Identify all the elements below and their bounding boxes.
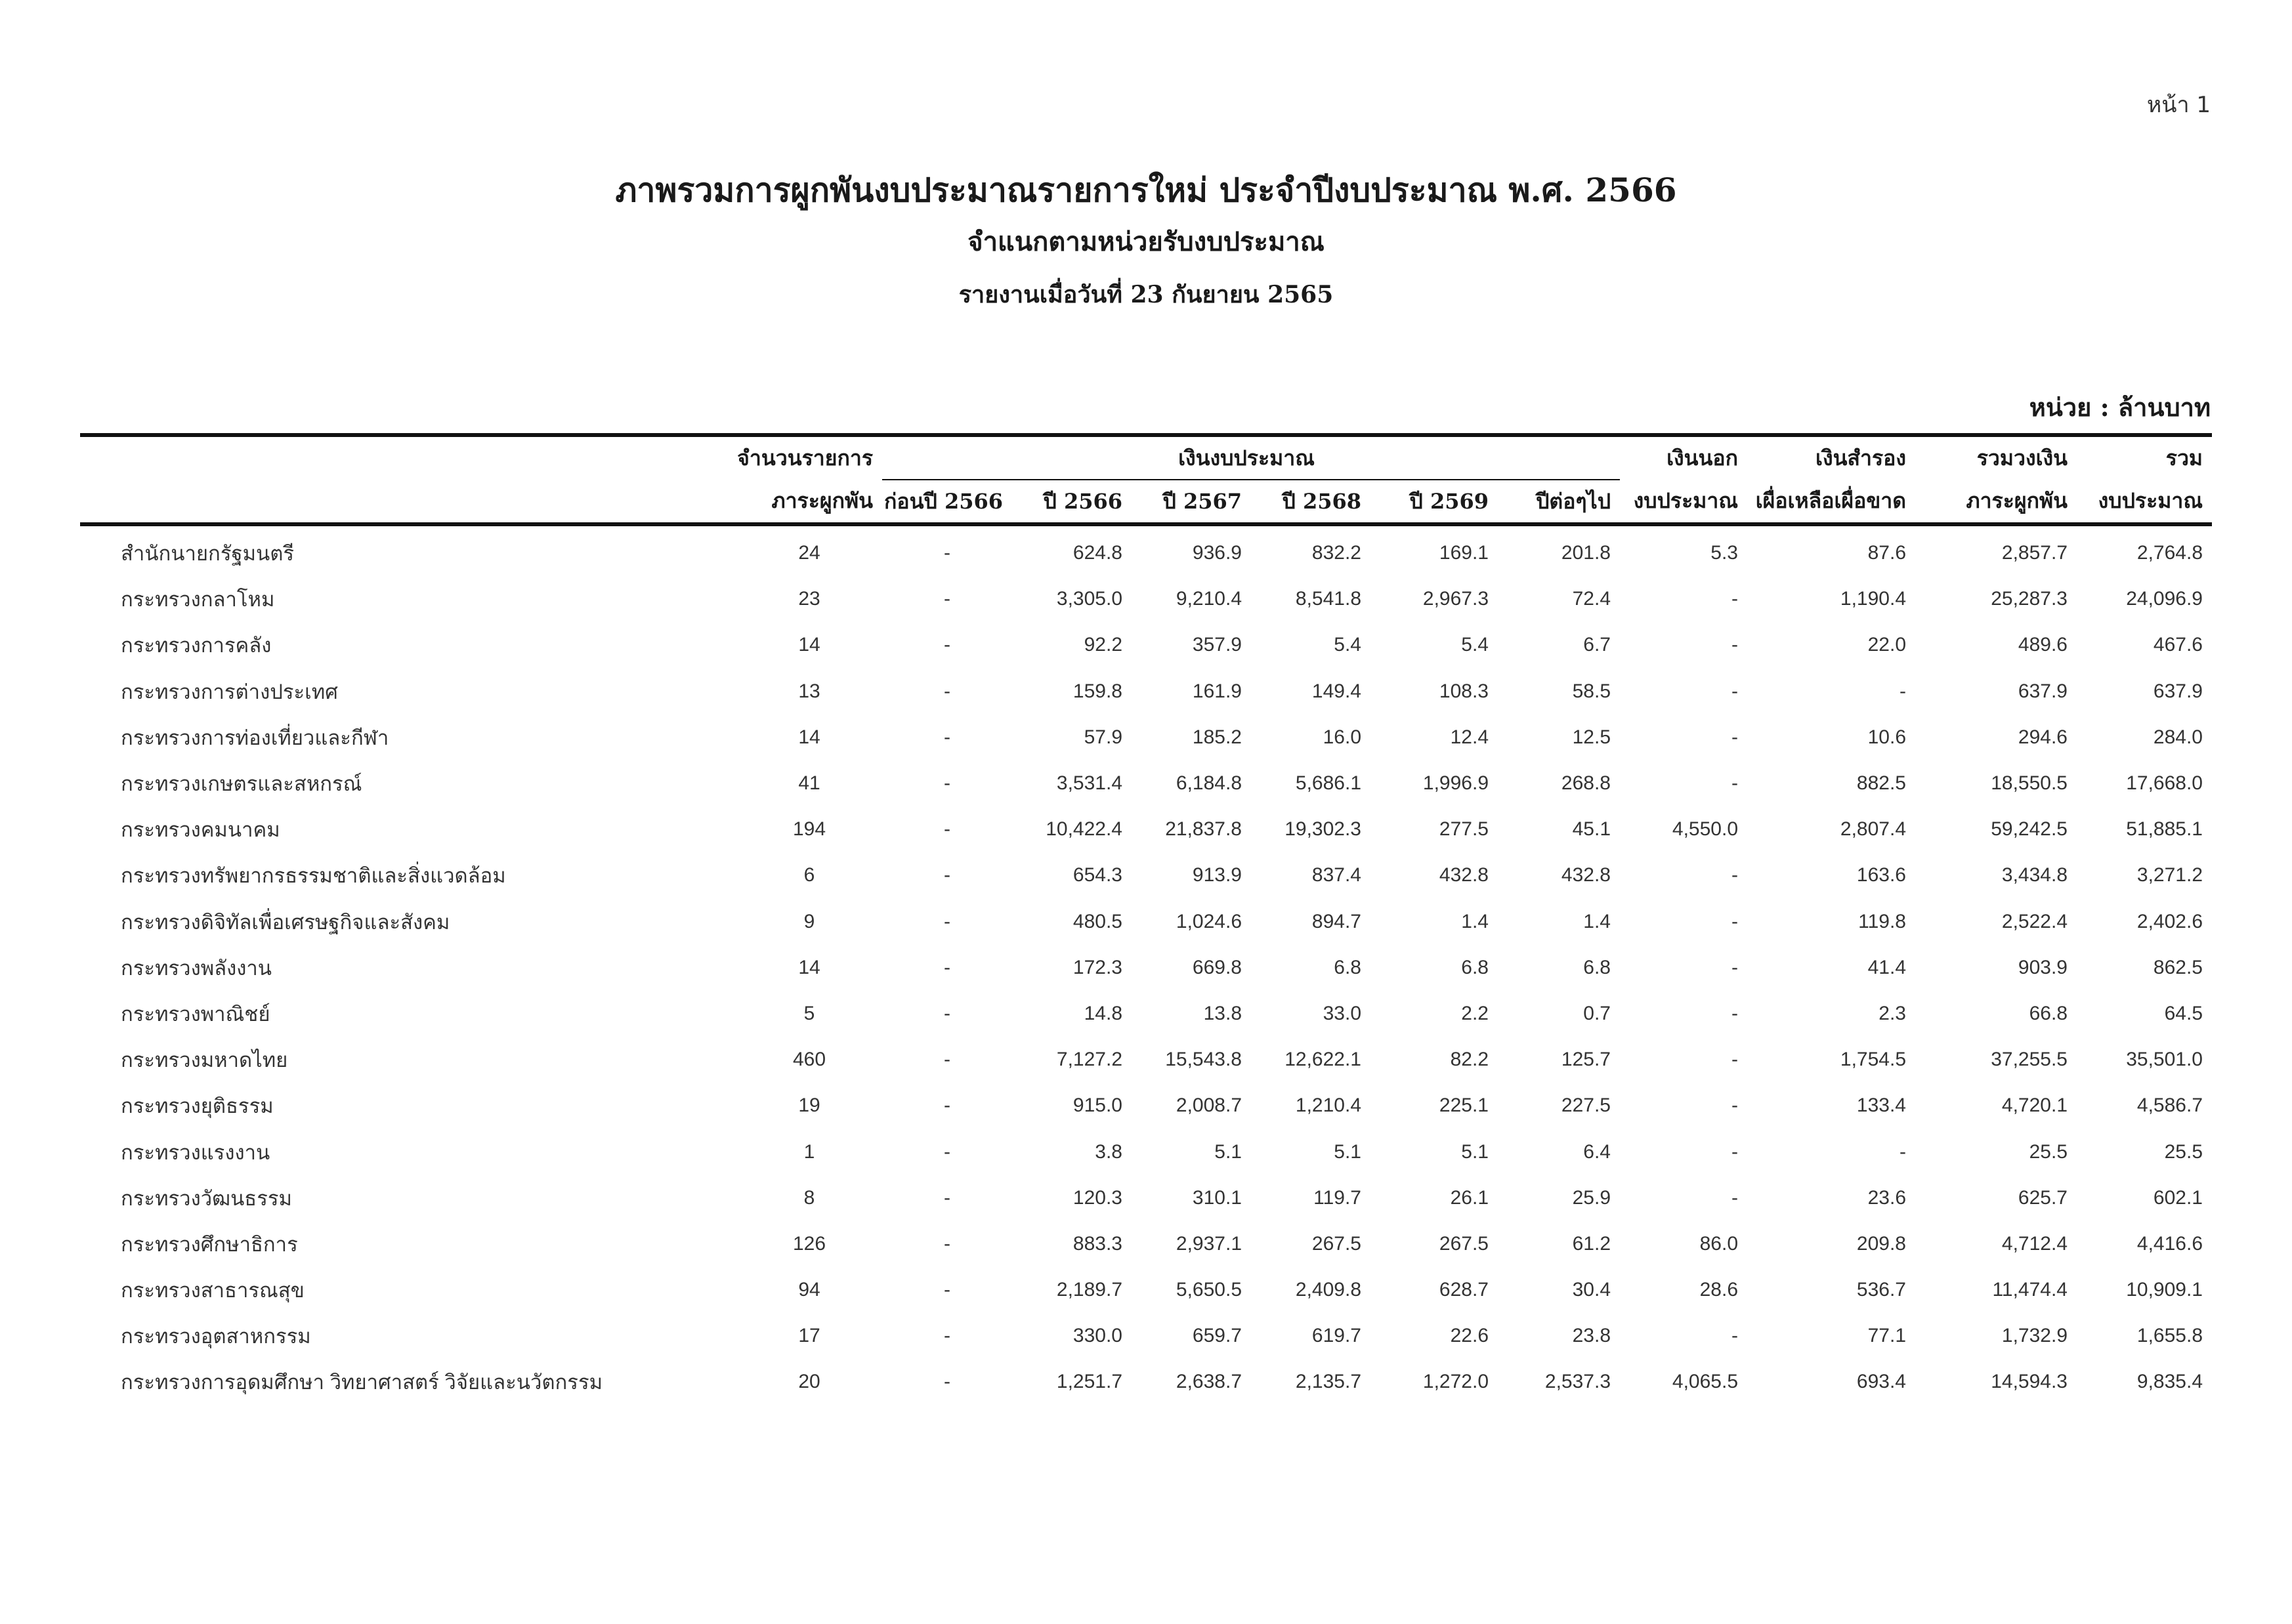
cell-2566: 120.3 xyxy=(1072,1186,1122,1209)
cell-2569: 108.3 xyxy=(1439,680,1489,702)
agency-name: กระทรวงวัฒนธรรม xyxy=(121,1186,292,1210)
cell-total-budget: 4,416.6 xyxy=(2136,1232,2203,1255)
cell-2567: 936.9 xyxy=(1192,542,1242,564)
header-later: ปีต่อๆไป xyxy=(1498,480,1620,524)
agency-name: กระทรวงกลาโหม xyxy=(121,588,275,612)
cell-later-years: 1.4 xyxy=(1583,910,1611,932)
header-blank xyxy=(80,435,736,480)
cell-2566: 92.2 xyxy=(1084,634,1122,656)
cell-reserve: 77.1 xyxy=(1867,1325,1906,1347)
header-y2566: ปี 2566 xyxy=(1012,480,1132,524)
report-header xyxy=(0,167,2292,313)
commitment-count: 17 xyxy=(798,1325,820,1347)
cell-2567: 357.9 xyxy=(1192,634,1242,656)
cell-2569: 26.1 xyxy=(1450,1186,1489,1209)
commitment-count: 14 xyxy=(798,726,820,748)
cell-2569: 1,272.0 xyxy=(1422,1371,1489,1393)
cell-2568: 119.7 xyxy=(1313,1186,1361,1209)
cell-reserve: - xyxy=(1899,1140,1906,1163)
unit-label: หน่วย : ล้านบาท xyxy=(2029,392,2211,422)
table-body xyxy=(80,524,2212,1405)
cell-before-2566: - xyxy=(944,634,950,656)
cell-total-commitment: 66.8 xyxy=(2029,1002,2068,1024)
agency-name: กระทรวงพาณิชย์ xyxy=(121,1002,270,1026)
table-row xyxy=(80,1313,2212,1359)
header-y2569: ปี 2569 xyxy=(1370,480,1498,524)
table-row xyxy=(80,1083,2212,1129)
agency-name: กระทรวงการท่องเที่ยวและกีฬา xyxy=(121,726,389,749)
cell-2566: 3,305.0 xyxy=(1056,588,1122,610)
commitment-count: 9 xyxy=(803,910,815,932)
cell-before-2566: - xyxy=(944,726,950,748)
cell-2566: 883.3 xyxy=(1072,1232,1122,1255)
table-row xyxy=(80,1129,2212,1175)
cell-total-budget: 10,909.1 xyxy=(2126,1279,2203,1301)
cell-later-years: 72.4 xyxy=(1572,588,1611,610)
cell-2566: 654.3 xyxy=(1072,864,1122,886)
cell-off-budget: 86.0 xyxy=(1699,1232,1738,1255)
cell-2568: 267.5 xyxy=(1311,1232,1361,1255)
agency-name: กระทรวงดิจิทัลเพื่อเศรษฐกิจและสังคม xyxy=(121,910,450,934)
cell-later-years: 125.7 xyxy=(1561,1049,1611,1071)
cell-2567: 2,937.1 xyxy=(1176,1232,1242,1255)
agency-name: กระทรวงยุติธรรม xyxy=(121,1094,274,1118)
cell-2569: 6.8 xyxy=(1461,956,1489,978)
cell-2566: 480.5 xyxy=(1072,910,1122,932)
cell-off-budget: - xyxy=(1731,1325,1738,1347)
cell-total-budget: 64.5 xyxy=(2164,1002,2203,1024)
cell-2569: 2.2 xyxy=(1461,1002,1489,1024)
cell-off-budget: - xyxy=(1731,1002,1738,1024)
cell-total-budget: 25.5 xyxy=(2164,1140,2203,1163)
commitment-count: 94 xyxy=(798,1279,820,1301)
cell-off-budget: 4,065.5 xyxy=(1672,1371,1738,1393)
cell-total-budget: 4,586.7 xyxy=(2136,1094,2203,1117)
cell-2567: 13.8 xyxy=(1203,1002,1242,1024)
cell-2567: 913.9 xyxy=(1192,864,1242,886)
cell-off-budget: - xyxy=(1731,1049,1738,1071)
header-offbudget-top: เงินนอก xyxy=(1620,435,1747,480)
cell-2569: 22.6 xyxy=(1450,1325,1489,1347)
cell-reserve: 1,754.5 xyxy=(1840,1049,1906,1071)
agency-name: กระทรวงพลังงาน xyxy=(121,956,272,980)
cell-later-years: 6.7 xyxy=(1583,634,1611,656)
cell-off-budget: 4,550.0 xyxy=(1672,818,1738,841)
cell-total-commitment: 25.5 xyxy=(2029,1140,2068,1163)
cell-later-years: 6.8 xyxy=(1583,956,1611,978)
cell-later-years: 2,537.3 xyxy=(1544,1371,1611,1393)
cell-total-commitment: 4,712.4 xyxy=(2001,1232,2068,1255)
cell-total-commitment: 11,474.4 xyxy=(1992,1279,2068,1301)
cell-2567: 5.1 xyxy=(1214,1140,1242,1163)
cell-later-years: 0.7 xyxy=(1583,1002,1611,1024)
cell-before-2566: - xyxy=(944,1002,950,1024)
budget-table-container xyxy=(80,433,2212,1405)
report-date: รายงานเมื่อวันที่ 23 กันยายน 2565 xyxy=(958,281,1334,308)
cell-before-2566: - xyxy=(944,956,950,978)
commitment-count: 23 xyxy=(798,588,820,610)
cell-off-budget: - xyxy=(1731,726,1738,748)
cell-2566: 915.0 xyxy=(1072,1094,1122,1117)
cell-reserve: 2,807.4 xyxy=(1840,818,1906,841)
table-row xyxy=(80,1267,2212,1313)
report-title: ภาพรวมการผูกพันงบประมาณรายการใหม่ ประจำปีงบประมาณ พ.ศ. 2566 xyxy=(615,171,1677,209)
table-row xyxy=(80,524,2212,576)
cell-2569: 1,996.9 xyxy=(1422,772,1489,795)
cell-reserve: 163.6 xyxy=(1856,864,1906,886)
commitment-count: 41 xyxy=(798,772,820,795)
cell-2566: 330.0 xyxy=(1072,1325,1122,1347)
agency-name: กระทรวงมหาดไทย xyxy=(121,1049,288,1072)
cell-2566: 624.8 xyxy=(1072,542,1122,564)
cell-total-commitment: 25,287.3 xyxy=(1991,588,2068,610)
cell-off-budget: 5.3 xyxy=(1710,542,1738,564)
cell-reserve: 119.8 xyxy=(1858,910,1906,932)
cell-2568: 619.7 xyxy=(1311,1325,1361,1347)
cell-before-2566: - xyxy=(944,1049,950,1071)
cell-reserve: 1,190.4 xyxy=(1840,588,1906,610)
cell-later-years: 58.5 xyxy=(1572,680,1611,702)
header-before: ก่อนปี 2566 xyxy=(882,480,1012,524)
cell-before-2566: - xyxy=(944,1371,950,1393)
cell-total-commitment: 903.9 xyxy=(2018,956,2068,978)
table-row xyxy=(80,622,2212,668)
table-row xyxy=(80,1359,2212,1405)
cell-before-2566: - xyxy=(944,910,950,932)
header-offbudget-bottom: งบประมาณ xyxy=(1620,480,1747,524)
cell-2568: 33.0 xyxy=(1323,1002,1361,1024)
cell-later-years: 23.8 xyxy=(1572,1325,1611,1347)
cell-2569: 169.1 xyxy=(1439,542,1489,564)
cell-2566: 3.8 xyxy=(1095,1140,1122,1163)
cell-2568: 837.4 xyxy=(1311,864,1361,886)
cell-2566: 10,422.4 xyxy=(1046,818,1122,841)
agency-name: กระทรวงแรงงาน xyxy=(121,1140,270,1164)
cell-2568: 5.1 xyxy=(1334,1140,1361,1163)
agency-name: กระทรวงการคลัง xyxy=(121,634,272,657)
cell-later-years: 30.4 xyxy=(1572,1279,1611,1301)
commitment-count: 6 xyxy=(803,864,815,886)
cell-total-budget: 862.5 xyxy=(2153,956,2203,978)
cell-reserve: 536.7 xyxy=(1856,1279,1906,1301)
cell-total-budget: 17,668.0 xyxy=(2126,772,2203,795)
page-number: หน้า 1 xyxy=(2146,92,2211,118)
header-reserve-bottom: เผื่อเหลือเผื่อขาด xyxy=(1747,480,1915,524)
cell-reserve: 22.0 xyxy=(1867,634,1906,656)
table-row xyxy=(80,1037,2212,1083)
agency-name: กระทรวงอุตสาหกรรม xyxy=(121,1325,311,1348)
header-count-bottom: ภาระผูกพัน xyxy=(736,480,882,524)
commitment-count: 460 xyxy=(792,1049,826,1071)
cell-2569: 5.4 xyxy=(1461,634,1489,656)
cell-total-budget: 51,885.1 xyxy=(2126,818,2203,841)
cell-reserve: 41.4 xyxy=(1867,956,1906,978)
cell-before-2566: - xyxy=(944,680,950,702)
cell-later-years: 61.2 xyxy=(1572,1232,1611,1255)
cell-2568: 12,622.1 xyxy=(1284,1049,1361,1071)
table-header xyxy=(80,435,2212,524)
report-subtitle: จำแนกตามหน่วยรับงบประมาณ xyxy=(967,226,1325,257)
cell-total-commitment: 637.9 xyxy=(2018,680,2068,702)
cell-2566: 1,251.7 xyxy=(1056,1371,1122,1393)
cell-2567: 21,837.8 xyxy=(1165,818,1242,841)
header-total-commit-bottom: ภาระผูกพัน xyxy=(1915,480,2077,524)
cell-2568: 832.2 xyxy=(1311,542,1361,564)
agency-name: กระทรวงเกษตรและสหกรณ์ xyxy=(121,772,362,796)
cell-2567: 9,210.4 xyxy=(1176,588,1242,610)
cell-total-commitment: 18,550.5 xyxy=(1991,772,2068,795)
cell-off-budget: - xyxy=(1731,680,1738,702)
cell-2567: 161.9 xyxy=(1192,680,1242,702)
cell-before-2566: - xyxy=(944,1232,950,1255)
cell-total-budget: 284.0 xyxy=(2153,726,2203,748)
cell-total-budget: 35,501.0 xyxy=(2126,1049,2203,1071)
cell-reserve: 87.6 xyxy=(1867,542,1906,564)
cell-2566: 159.8 xyxy=(1072,680,1122,702)
table-row xyxy=(80,669,2212,715)
cell-2569: 2,967.3 xyxy=(1422,588,1489,610)
commitment-count: 194 xyxy=(792,818,826,841)
cell-2567: 15,543.8 xyxy=(1165,1049,1242,1071)
cell-later-years: 432.8 xyxy=(1561,864,1611,886)
table-row xyxy=(80,715,2212,760)
cell-total-budget: 3,271.2 xyxy=(2136,864,2203,886)
commitment-count: 126 xyxy=(792,1232,826,1255)
agency-name: กระทรวงการต่างประเทศ xyxy=(121,680,338,703)
commitment-count: 5 xyxy=(803,1002,815,1024)
cell-reserve: 133.4 xyxy=(1856,1094,1906,1117)
cell-2567: 2,008.7 xyxy=(1176,1094,1242,1117)
cell-total-commitment: 2,857.7 xyxy=(2001,542,2068,564)
cell-2568: 5,686.1 xyxy=(1295,772,1361,795)
commitment-count: 13 xyxy=(798,680,820,702)
cell-2569: 277.5 xyxy=(1439,818,1489,841)
cell-2568: 2,409.8 xyxy=(1295,1279,1361,1301)
cell-2568: 8,541.8 xyxy=(1295,588,1361,610)
cell-later-years: 25.9 xyxy=(1572,1186,1611,1209)
header-count-top: จำนวนรายการ xyxy=(736,435,882,480)
cell-total-commitment: 1,732.9 xyxy=(2001,1325,2068,1347)
agency-name: สำนักนายกรัฐมนตรี xyxy=(121,542,294,566)
commitment-count: 1 xyxy=(803,1140,815,1163)
cell-before-2566: - xyxy=(944,864,950,886)
cell-total-commitment: 3,434.8 xyxy=(2001,864,2068,886)
cell-off-budget: - xyxy=(1731,1094,1738,1117)
header-y2567: ปี 2567 xyxy=(1132,480,1251,524)
cell-2566: 2,189.7 xyxy=(1056,1279,1122,1301)
table-row xyxy=(80,576,2212,622)
commitment-count: 19 xyxy=(798,1094,820,1117)
agency-name: กระทรวงสาธารณสุข xyxy=(121,1279,305,1302)
cell-2566: 3,531.4 xyxy=(1056,772,1122,795)
cell-reserve: 2.3 xyxy=(1878,1002,1906,1024)
header-total-budget-top: รวม xyxy=(2077,435,2212,480)
cell-2567: 659.7 xyxy=(1192,1325,1242,1347)
header-blank-2 xyxy=(80,480,736,524)
cell-2566: 7,127.2 xyxy=(1056,1049,1122,1071)
cell-total-budget: 2,764.8 xyxy=(2136,542,2203,564)
commitment-count: 8 xyxy=(803,1186,815,1209)
cell-2569: 82.2 xyxy=(1450,1049,1489,1071)
header-budget-group: เงินงบประมาณ xyxy=(882,435,1620,480)
cell-reserve: - xyxy=(1899,680,1906,702)
cell-later-years: 45.1 xyxy=(1572,818,1611,841)
cell-later-years: 201.8 xyxy=(1561,542,1611,564)
cell-2567: 2,638.7 xyxy=(1176,1371,1242,1393)
cell-before-2566: - xyxy=(944,1186,950,1209)
commitment-count: 14 xyxy=(798,956,820,978)
cell-2569: 1.4 xyxy=(1461,910,1489,932)
cell-2566: 172.3 xyxy=(1072,956,1122,978)
cell-total-commitment: 489.6 xyxy=(2018,634,2068,656)
cell-reserve: 23.6 xyxy=(1867,1186,1906,1209)
table-row xyxy=(80,806,2212,852)
table-row xyxy=(80,1221,2212,1267)
header-total-commit-top: รวมวงเงิน xyxy=(1915,435,2077,480)
cell-total-commitment: 294.6 xyxy=(2018,726,2068,748)
cell-before-2566: - xyxy=(944,818,950,841)
cell-2568: 5.4 xyxy=(1334,634,1361,656)
cell-2569: 5.1 xyxy=(1461,1140,1489,1163)
cell-2568: 894.7 xyxy=(1311,910,1361,932)
cell-reserve: 882.5 xyxy=(1856,772,1906,795)
cell-total-commitment: 625.7 xyxy=(2018,1186,2068,1209)
cell-later-years: 12.5 xyxy=(1572,726,1611,748)
cell-2569: 12.4 xyxy=(1450,726,1489,748)
cell-2569: 432.8 xyxy=(1439,864,1489,886)
cell-2569: 628.7 xyxy=(1439,1279,1489,1301)
cell-total-budget: 9,835.4 xyxy=(2136,1371,2203,1393)
cell-before-2566: - xyxy=(944,588,950,610)
cell-2568: 149.4 xyxy=(1311,680,1361,702)
header-y2568: ปี 2568 xyxy=(1251,480,1370,524)
table-row xyxy=(80,852,2212,898)
cell-2568: 19,302.3 xyxy=(1284,818,1361,841)
cell-total-commitment: 14,594.3 xyxy=(1991,1371,2068,1393)
budget-table xyxy=(80,433,2212,1405)
cell-off-budget: 28.6 xyxy=(1699,1279,1738,1301)
cell-before-2566: - xyxy=(944,542,950,564)
agency-name: กระทรวงศึกษาธิการ xyxy=(121,1232,298,1256)
cell-before-2566: - xyxy=(944,1140,950,1163)
cell-off-budget: - xyxy=(1731,772,1738,795)
cell-reserve: 10.6 xyxy=(1867,726,1906,748)
cell-total-budget: 1,655.8 xyxy=(2136,1325,2203,1347)
cell-reserve: 209.8 xyxy=(1856,1232,1906,1255)
cell-2568: 6.8 xyxy=(1334,956,1361,978)
cell-2567: 669.8 xyxy=(1192,956,1242,978)
cell-later-years: 268.8 xyxy=(1561,772,1611,795)
table-row xyxy=(80,760,2212,806)
cell-reserve: 693.4 xyxy=(1856,1371,1906,1393)
cell-before-2566: - xyxy=(944,1279,950,1301)
commitment-count: 20 xyxy=(798,1371,820,1393)
agency-name: กระทรวงคมนาคม xyxy=(121,818,280,842)
cell-off-budget: - xyxy=(1731,956,1738,978)
cell-total-commitment: 2,522.4 xyxy=(2001,910,2068,932)
cell-2568: 2,135.7 xyxy=(1295,1371,1361,1393)
commitment-count: 14 xyxy=(798,634,820,656)
cell-total-budget: 602.1 xyxy=(2153,1186,2203,1209)
cell-total-commitment: 37,255.5 xyxy=(1991,1049,2068,1071)
cell-2568: 16.0 xyxy=(1323,726,1361,748)
cell-before-2566: - xyxy=(944,1094,950,1117)
cell-2568: 1,210.4 xyxy=(1295,1094,1361,1117)
cell-off-budget: - xyxy=(1731,588,1738,610)
cell-2569: 225.1 xyxy=(1439,1094,1489,1117)
cell-off-budget: - xyxy=(1731,1186,1738,1209)
cell-2569: 267.5 xyxy=(1439,1232,1489,1255)
cell-total-budget: 2,402.6 xyxy=(2136,910,2203,932)
cell-total-budget: 24,096.9 xyxy=(2126,588,2203,610)
table-row xyxy=(80,899,2212,945)
cell-later-years: 227.5 xyxy=(1561,1094,1611,1117)
cell-2567: 185.2 xyxy=(1192,726,1242,748)
agency-name: กระทรวงการอุดมศึกษา วิทยาศาสตร์ วิจัยและนวัตกรรม xyxy=(121,1371,603,1394)
cell-total-commitment: 4,720.1 xyxy=(2001,1094,2068,1117)
table-row xyxy=(80,991,2212,1037)
cell-off-budget: - xyxy=(1731,910,1738,932)
commitment-count: 24 xyxy=(798,542,820,564)
cell-2567: 5,650.5 xyxy=(1176,1279,1242,1301)
cell-off-budget: - xyxy=(1731,634,1738,656)
cell-off-budget: - xyxy=(1731,864,1738,886)
header-total-budget-bottom: งบประมาณ xyxy=(2077,480,2212,524)
cell-off-budget: - xyxy=(1731,1140,1738,1163)
cell-2567: 1,024.6 xyxy=(1176,910,1242,932)
cell-total-budget: 637.9 xyxy=(2153,680,2203,702)
cell-total-commitment: 59,242.5 xyxy=(1991,818,2068,841)
agency-name: กระทรวงทรัพยากรธรรมชาติและสิ่งแวดล้อม xyxy=(121,864,506,888)
cell-2566: 14.8 xyxy=(1084,1002,1122,1024)
table-row xyxy=(80,1175,2212,1221)
header-reserve-top: เงินสำรอง xyxy=(1747,435,1915,480)
table-row xyxy=(80,945,2212,991)
cell-before-2566: - xyxy=(944,1325,950,1347)
cell-2567: 6,184.8 xyxy=(1176,772,1242,795)
cell-total-budget: 467.6 xyxy=(2153,634,2203,656)
cell-later-years: 6.4 xyxy=(1583,1140,1611,1163)
cell-before-2566: - xyxy=(944,772,950,795)
cell-2566: 57.9 xyxy=(1084,726,1122,748)
cell-2567: 310.1 xyxy=(1192,1186,1242,1209)
